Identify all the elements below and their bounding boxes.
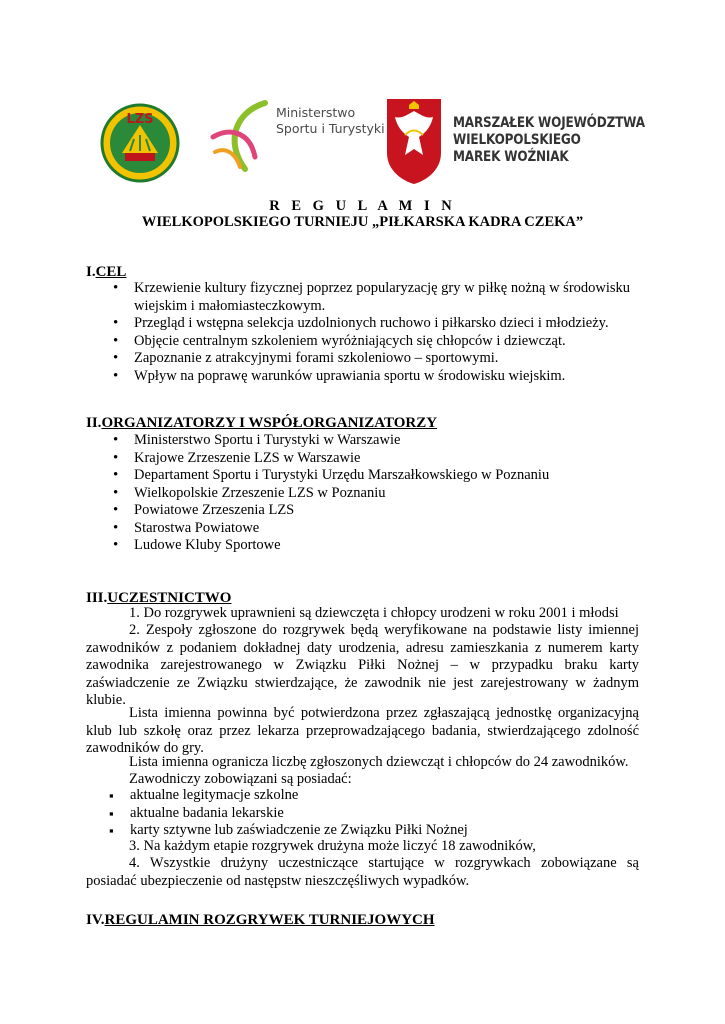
lzs-logo — [100, 103, 180, 183]
list-item: • Departament Sportu i Turystyki Urzędu Marszałkowskiego w Poznaniu — [108, 467, 638, 485]
svg-text:LZS: LZS — [126, 112, 154, 127]
list-item: • Powiatowe Zrzeszenia LZS — [108, 502, 638, 520]
list-item: • Krzewienie kultury fizycznej poprzez popularyzację gry w piłkę nożną w środowisku wiejskim i małomiasteczkowym. — [108, 280, 638, 315]
list-item: ▪ aktualne badania lekarskie — [104, 805, 634, 823]
list-item: ▪ aktualne legitymacje szkolne — [104, 787, 634, 805]
paragraph: 4. Wszystkie drużyny uczestniczące startujące w rozgrywkach zobowiązane są posiadać ubezpieczenie od następstw nieszczęśliwych wypadków. — [86, 855, 639, 889]
section-heading-uczestnictwo: III.UCZESTNICTWO — [86, 590, 232, 606]
list-item: ▪ karty sztywne lub zaświadczenie ze Związku Piłki Nożnej — [104, 822, 634, 840]
logo-bar — [0, 95, 725, 195]
ministry-logo-text: Ministerstwo Sportu i Turystyki — [276, 105, 385, 136]
list-item: • Starostwa Powiatowe — [108, 520, 638, 538]
organizers-list — [108, 432, 638, 555]
requirements-list — [104, 787, 634, 840]
list-item: • Wielkopolskie Zrzeszenie LZS w Poznaniu — [108, 485, 638, 503]
section-heading-cel: I.CEL — [86, 264, 127, 280]
list-item: • Zapoznanie z atrakcyjnymi forami szkoleniowo – sportowymi. — [108, 350, 638, 368]
list-item: • Objęcie centralnym szkoleniem wyróżniających się chłopców i dziewcząt. — [108, 333, 638, 351]
section-heading-regulamin: IV.REGULAMIN ROZGRYWEK TURNIEJOWYCH — [86, 912, 435, 928]
section-heading-organizatorzy: II.ORGANIZATORZY I WSPÓŁORGANIZATORZY — [86, 415, 438, 431]
ministry-logo-swoosh — [205, 97, 275, 177]
paragraph: 2. Zespoły zgłoszone do rozgrywek będą weryfikowane na podstawie listy imiennej zawodników z podaniem dokładnej daty urodzenia, adresu zamieszkania z numerem karty zawodnika zarejestrowanego w Związku Piłki Nożnej – w przypadku braku karty zaświadczenie ze Związku stwierdzające, że zawodnik nie jest zarejestrowany w żadnym klubie. — [86, 622, 639, 708]
paragraph: 3. Na każdym etapie rozgrywek drużyna może liczyć 18 zawodników, — [129, 838, 536, 854]
document-title: R E G U L A M I N — [269, 198, 456, 214]
list-item: • Wpływ na poprawę warunków uprawiania sportu w środowisku wiejskim. — [108, 368, 638, 386]
paragraph: Lista imienna ogranicza liczbę zgłoszonych dziewcząt i chłopców do 24 zawodników. — [129, 754, 629, 770]
list-item: • Krajowe Zrzeszenie LZS w Warszawie — [108, 450, 638, 468]
marshal-logo-text: MARSZAŁEK WOJEWÓDZTWA WIELKOPOLSKIEGO MAREK WOŹNIAK — [453, 115, 645, 165]
list-item: • Przegląd i wstępna selekcja uzdolnionych ruchowo i piłkarsko dzieci i młodzieży. — [108, 315, 638, 333]
paragraph: 1. Do rozgrywek uprawnieni są dziewczęta i chłopcy urodzeni w roku 2001 i młodsi — [129, 605, 619, 621]
list-item: • Ministerstwo Sportu i Turystyki w Warszawie — [108, 432, 638, 450]
document-subtitle: WIELKOPOLSKIEGO TURNIEJU „PIŁKARSKA KADRA CZEKA” — [141, 214, 584, 230]
wielkopolska-eagle-crest — [385, 97, 443, 185]
cel-list — [108, 280, 638, 385]
paragraph: Lista imienna powinna być potwierdzona przez zgłaszającą jednostkę organizacyjną klub lub szkołę oraz przez lekarza przeprowadzającego badania, stwierdzającego zdolność zawodników do gry. — [86, 705, 639, 756]
paragraph: Zawodniczy zobowiązani są posiadać: — [129, 771, 352, 787]
list-item: • Ludowe Kluby Sportowe — [108, 537, 638, 555]
